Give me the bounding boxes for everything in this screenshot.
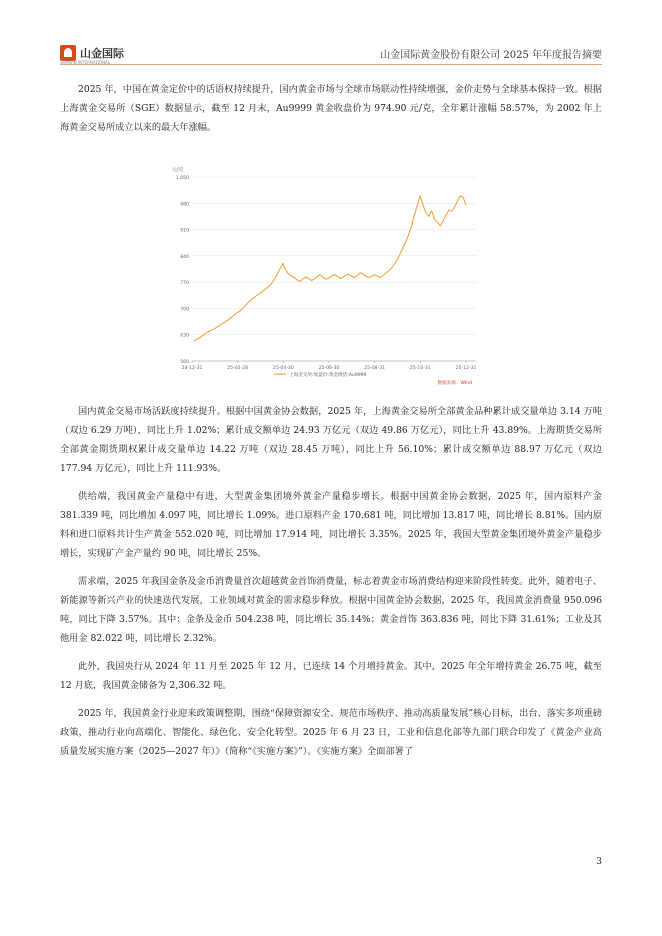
x-tick-label: 25-08-31 [364, 366, 386, 371]
legend-label: 上海金交所:收盘价:黄金现货:Au9999 [289, 373, 367, 378]
paragraph: 2025 年，我国黄金行业迎来政策调整期，围绕“保障资源安全、规范市场秩序、推动高质量发展”核心目标，出台、落实多项重磅政策，推动行业向高端化、智能化、绿色化、安全化转型。2025 年 6 月 23 日，工业和信息化部等九部门联合印发了《黄金产业高质量发展实施方案（2025—2027 年）》（简称“《实施方案》”）。《实施方案》全面部署了 [60, 708, 602, 757]
y-tick-label: 770 [180, 281, 189, 287]
logo-text: 山金国际 [80, 47, 124, 60]
x-tick-label: 25-06-30 [318, 366, 340, 371]
x-tick-label: 25-10-31 [409, 366, 431, 371]
market-section [60, 402, 602, 770]
y-tick-label: 1,050 [175, 176, 189, 181]
chart-source: 数据来源：Wind [437, 381, 472, 385]
header-divider [60, 64, 602, 65]
paragraph: 国内黄金交易市场活跃度持续提升。根据中国黄金协会数据，2025 年，上海黄金交易所全部黄金品种累计成交量单边 3.14 万吨（双边 6.29 万吨），同比上升 1.02%；累计成交额单边 24.93 万亿元（双边 49.86 万亿元），同比上升 43.89%。上海期货交易所全部黄金期货期权累计成交量单边 14.22 万吨（双边 28.45 万吨），同比上升 56.10%；累计成交额单边 88.97 万亿元（双边 177.94 万亿元），同比上升 111.93%。 [60, 406, 602, 474]
x-tick-label: 24-12-31 [181, 366, 203, 371]
x-tick-label: 25-04-30 [272, 366, 294, 371]
logo-icon [60, 45, 76, 61]
x-tick-label: 25-02-28 [227, 366, 249, 371]
report-title: 山金国际黄金股份有限公司 2025 年年度报告摘要 [380, 50, 602, 61]
y-tick-label: 840 [180, 254, 189, 260]
page-header [60, 44, 602, 64]
y-tick-label: 630 [180, 333, 189, 339]
paragraph: 2025 年，中国在黄金定价中的话语权持续提升，国内黄金市场与全球市场联动性持续增强，金价走势与全球基本保持一致。根据上海黄金交易所（SGE）数据显示，截至 12 月末，Au9999 黄金收盘价为 974.90 元/克，全年累计涨幅 58.57%，为 2002 年上海黄金交易所成立以来的最大年涨幅。 [60, 84, 602, 133]
paragraph: 需求端，2025 年我国金条及金币消费量首次超越黄金首饰消费量，标志着黄金市场消费结构迎来阶段性转变。此外，随着电子、新能源等新兴产业的快速迭代发展，工业领域对黄金的需求稳步释放。根据中国黄金协会数据，2025 年，我国黄金消费量 950.096 吨，同比下降 3.57%。其中：金条及金币 504.238 吨，同比增长 35.14%；黄金首饰 363.836 吨，同比下降 31.61%；工业及其他用金 82.022 吨，同比增长 2.32%。 [60, 576, 602, 644]
y-tick-label: 700 [180, 307, 189, 313]
logo-subtext: SHANJIN INTERNATIONAL [60, 60, 110, 65]
x-tick-label: 25-12-31 [455, 366, 477, 371]
page-number: 3 [596, 857, 602, 867]
y-tick-label: 980 [180, 202, 189, 208]
y-tick-label: 560 [180, 360, 189, 365]
paragraph: 此外，我国央行从 2024 年 11 月至 2025 年 12 月，已连续 14 个月增持黄金。其中，2025 年全年增持黄金 26.75 吨，截至 12 月底，我国黄金储备为 2,306.32 吨。 [60, 661, 602, 691]
gold-price-chart [170, 163, 482, 385]
series-line-au9999 [194, 196, 466, 341]
y-unit-label: 元/克 [172, 167, 184, 173]
y-tick-label: 910 [180, 228, 189, 234]
paragraph: 供给端，我国黄金产量稳中有进，大型黄金集团境外黄金产量稳步增长。根据中国黄金协会数据，2025 年，国内原料产金 381.339 吨，同比增加 4.097 吨，同比增长 1.09%。进口原料产金 170.681 吨，同比增加 13.817 吨，同比增长 8.81%。国内原料和进口原料共计生产黄金 552.020 吨，同比增加 17.914 吨，同比增长 3.35%。2025 年，我国大型黄金集团境外黄金产量稳步增长，实现矿产金产量约 90 吨，同比增长 25%。 [60, 491, 602, 559]
intro-section [60, 80, 602, 146]
